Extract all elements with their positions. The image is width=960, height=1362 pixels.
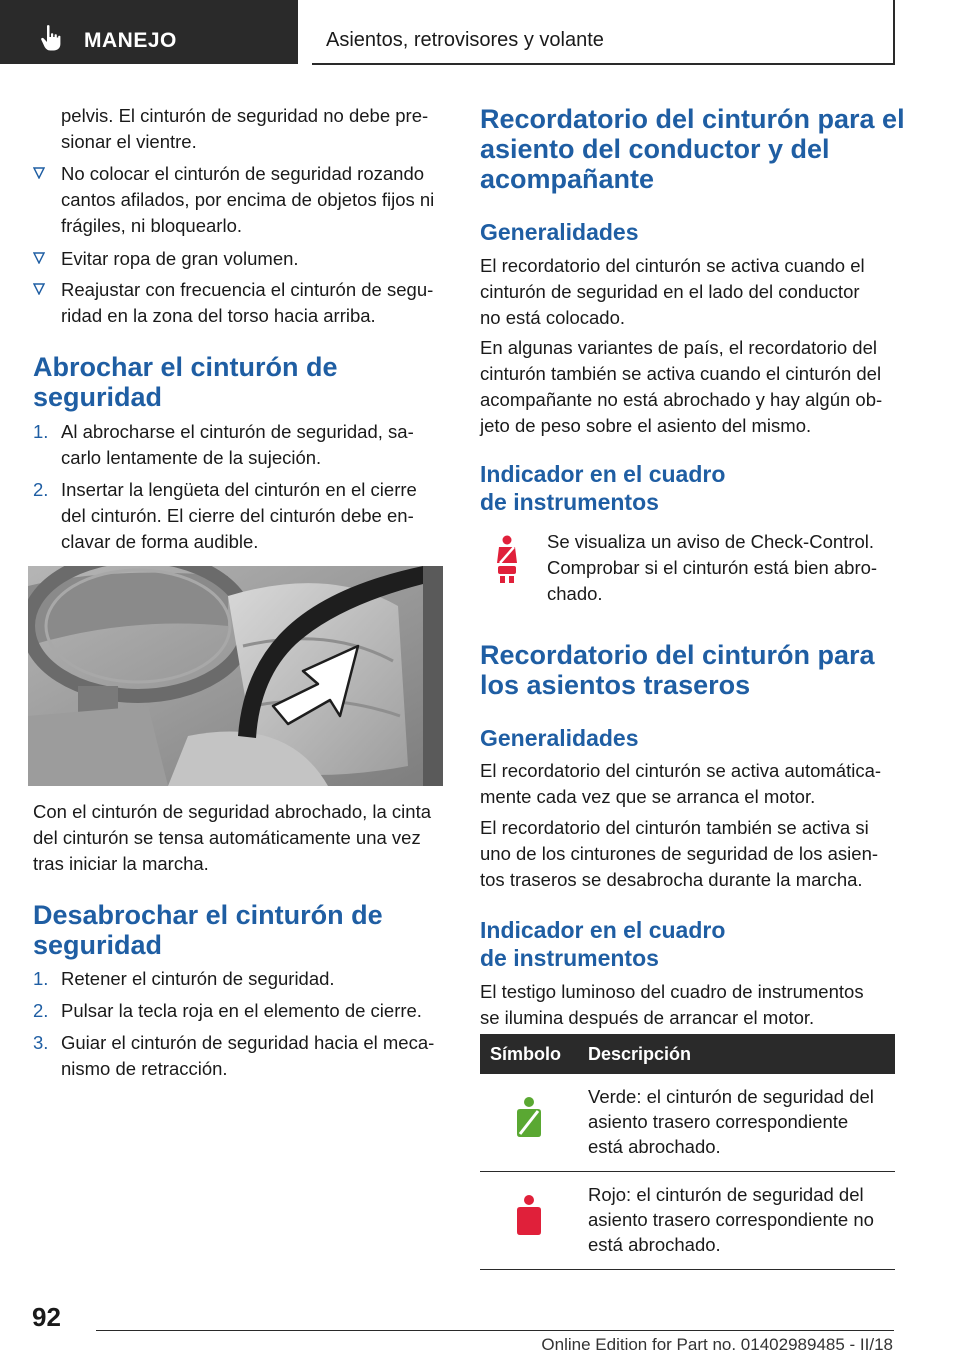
text-line: frágiles, ni bloquearlo. — [61, 215, 242, 236]
text-line: El testigo luminoso del cuadro de instrumentos — [480, 981, 864, 1002]
table-row — [480, 1074, 895, 1172]
description-cell — [578, 1172, 895, 1270]
text-line: mente cada vez que se arranca el motor. — [480, 786, 816, 807]
heading-line: los asientos traseros — [480, 670, 751, 700]
text-line: pelvis. El cinturón de seguridad no debe pre- — [61, 105, 429, 126]
seatbelt-unfastened-red-icon — [512, 1194, 546, 1238]
hand-pointer-icon — [40, 24, 64, 52]
heading-generalidades-2: Generalidades — [480, 725, 639, 751]
symbol-cell — [480, 1074, 578, 1172]
text-line: El recordatorio del cinturón se activa cuando el — [480, 255, 865, 276]
heading-line: seguridad — [33, 382, 163, 412]
step-number: 3. — [33, 1032, 49, 1053]
text-line: chado. — [547, 583, 603, 604]
heading-line: de instrumentos — [480, 945, 659, 971]
text-line: del cinturón se tensa automáticamente una vez — [33, 827, 421, 848]
text-line: El recordatorio del cinturón también se activa si — [480, 817, 869, 838]
text-line: Verde: el cinturón de seguridad del — [588, 1086, 874, 1107]
text-line: Se visualiza un aviso de Check-Control. — [547, 531, 874, 552]
heading-recordatorio-traseros — [480, 640, 875, 700]
text-line: Al abrocharse el cinturón de seguridad, sa- — [61, 421, 414, 442]
heading-line: Recordatorio del cinturón para — [480, 640, 875, 670]
text-line: Comprobar si el cinturón está bien abro- — [547, 557, 878, 578]
indicador-1-text — [547, 529, 877, 607]
text-line: ridad en la zona del torso hacia arriba. — [61, 305, 376, 326]
heading-line: Indicador en el cuadro — [480, 461, 726, 487]
page-number: 92 — [32, 1302, 61, 1332]
section-tab — [0, 0, 298, 64]
generalidades-1-paragraph-1 — [480, 253, 865, 331]
heading-line: asiento del conductor y del — [480, 134, 830, 164]
heading-indicador-1 — [480, 460, 725, 516]
text-line: cantos afilados, por encima de objetos fijos ni — [61, 189, 435, 210]
text-line: Insertar la lengüeta del cinturón en el cierre — [61, 479, 417, 500]
heading-desabrochar — [33, 900, 383, 960]
description-cell — [578, 1074, 895, 1172]
text-line: tras iniciar la marcha. — [33, 853, 209, 874]
heading-line: Indicador en el cuadro — [480, 917, 726, 943]
text-line: En algunas variantes de país, el recordatorio del — [480, 337, 877, 358]
text-line: Evitar ropa de gran volumen. — [61, 248, 299, 269]
seatbelt-illustration — [28, 566, 443, 786]
text-line: acompañante no está abrochado y hay algún ob- — [480, 389, 883, 410]
text-line: El recordatorio del cinturón se activa automática- — [480, 760, 882, 781]
chapter-title: Asientos, retrovisores y volante — [326, 29, 604, 51]
belt-tension-paragraph — [33, 799, 431, 877]
heading-indicador-2 — [480, 916, 725, 972]
heading-line: de instrumentos — [480, 489, 659, 515]
text-line: Guiar el cinturón de seguridad hacia el meca- — [61, 1032, 435, 1053]
seatbelt-fastened-green-icon — [512, 1096, 546, 1140]
text-line: nismo de retracción. — [61, 1058, 228, 1079]
text-line: cinturón también se activa cuando el cinturón del — [480, 363, 882, 384]
text-line: Con el cinturón de seguridad abrochado, la cinta — [33, 801, 432, 822]
text-line: asiento trasero correspondiente no — [588, 1209, 874, 1230]
symbol-cell — [480, 1172, 578, 1270]
text-line: Rojo: el cinturón de seguridad del — [588, 1184, 864, 1205]
heading-line: Abrochar el cinturón de — [33, 352, 338, 382]
heading-line: Recordatorio del cinturón para el — [480, 104, 905, 134]
heading-generalidades-1: Generalidades — [480, 219, 639, 245]
text-line: se ilumina después de arrancar el motor. — [480, 1007, 815, 1028]
generalidades-2-paragraph-1 — [480, 758, 881, 810]
triangle-bullet-icon — [33, 252, 45, 264]
symbol-table — [480, 1034, 895, 1270]
text-line: uno de los cinturones de seguridad de los asien- — [480, 843, 879, 864]
heading-abrochar — [33, 352, 338, 412]
step-number: 1. — [33, 421, 49, 442]
generalidades-2-paragraph-2 — [480, 815, 878, 893]
heading-line: seguridad — [33, 930, 163, 960]
text-line: clavar de forma audible. — [61, 531, 259, 552]
text-line: sionar el vientre. — [61, 131, 197, 152]
triangle-bullet-icon — [33, 283, 45, 295]
text-line: del cinturón. El cierre del cinturón debe en- — [61, 505, 414, 526]
triangle-bullet-icon — [33, 167, 45, 179]
generalidades-1-paragraph-2 — [480, 335, 882, 439]
seatbelt-photo — [28, 566, 443, 786]
table-header-row — [480, 1034, 895, 1074]
footer-divider — [96, 1330, 894, 1331]
column-header-symbol: Símbolo — [480, 1034, 578, 1074]
text-line: está abrochado. — [588, 1136, 721, 1157]
chapter-header — [312, 0, 895, 65]
seatbelt-warning-icon — [490, 535, 524, 583]
intro-paragraph — [61, 103, 428, 155]
step-number: 1. — [33, 968, 49, 989]
text-line: No colocar el cinturón de seguridad rozando — [61, 163, 425, 184]
heading-line: acompañante — [480, 164, 655, 194]
text-line: cinturón de seguridad en el lado del conductor — [480, 281, 860, 302]
text-line: jeto de peso sobre el asiento del mismo. — [480, 415, 812, 436]
heading-recordatorio-conductor — [480, 104, 905, 194]
table-row — [480, 1172, 895, 1270]
section-label: MANEJO — [84, 29, 177, 52]
indicador-2-text — [480, 979, 864, 1031]
text-line: tos traseros se desabrocha durante la marcha. — [480, 869, 863, 890]
text-line: no está colocado. — [480, 307, 626, 328]
text-line: asiento trasero correspondiente — [588, 1111, 849, 1132]
step-number: 2. — [33, 479, 49, 500]
step-number: 2. — [33, 1000, 49, 1021]
text-line: está abrochado. — [588, 1234, 721, 1255]
text-line: Reajustar con frecuencia el cinturón de segu- — [61, 279, 434, 300]
text-line: Retener el cinturón de seguridad. — [61, 968, 335, 989]
column-header-description: Descripción — [578, 1034, 895, 1074]
text-line: carlo lentamente de la sujeción. — [61, 447, 322, 468]
edition-note: Online Edition for Part no. 01402989485 - II/18 — [541, 1335, 893, 1354]
text-line: Pulsar la tecla roja en el elemento de cierre. — [61, 1000, 422, 1021]
heading-line: Desabrochar el cinturón de — [33, 900, 383, 930]
